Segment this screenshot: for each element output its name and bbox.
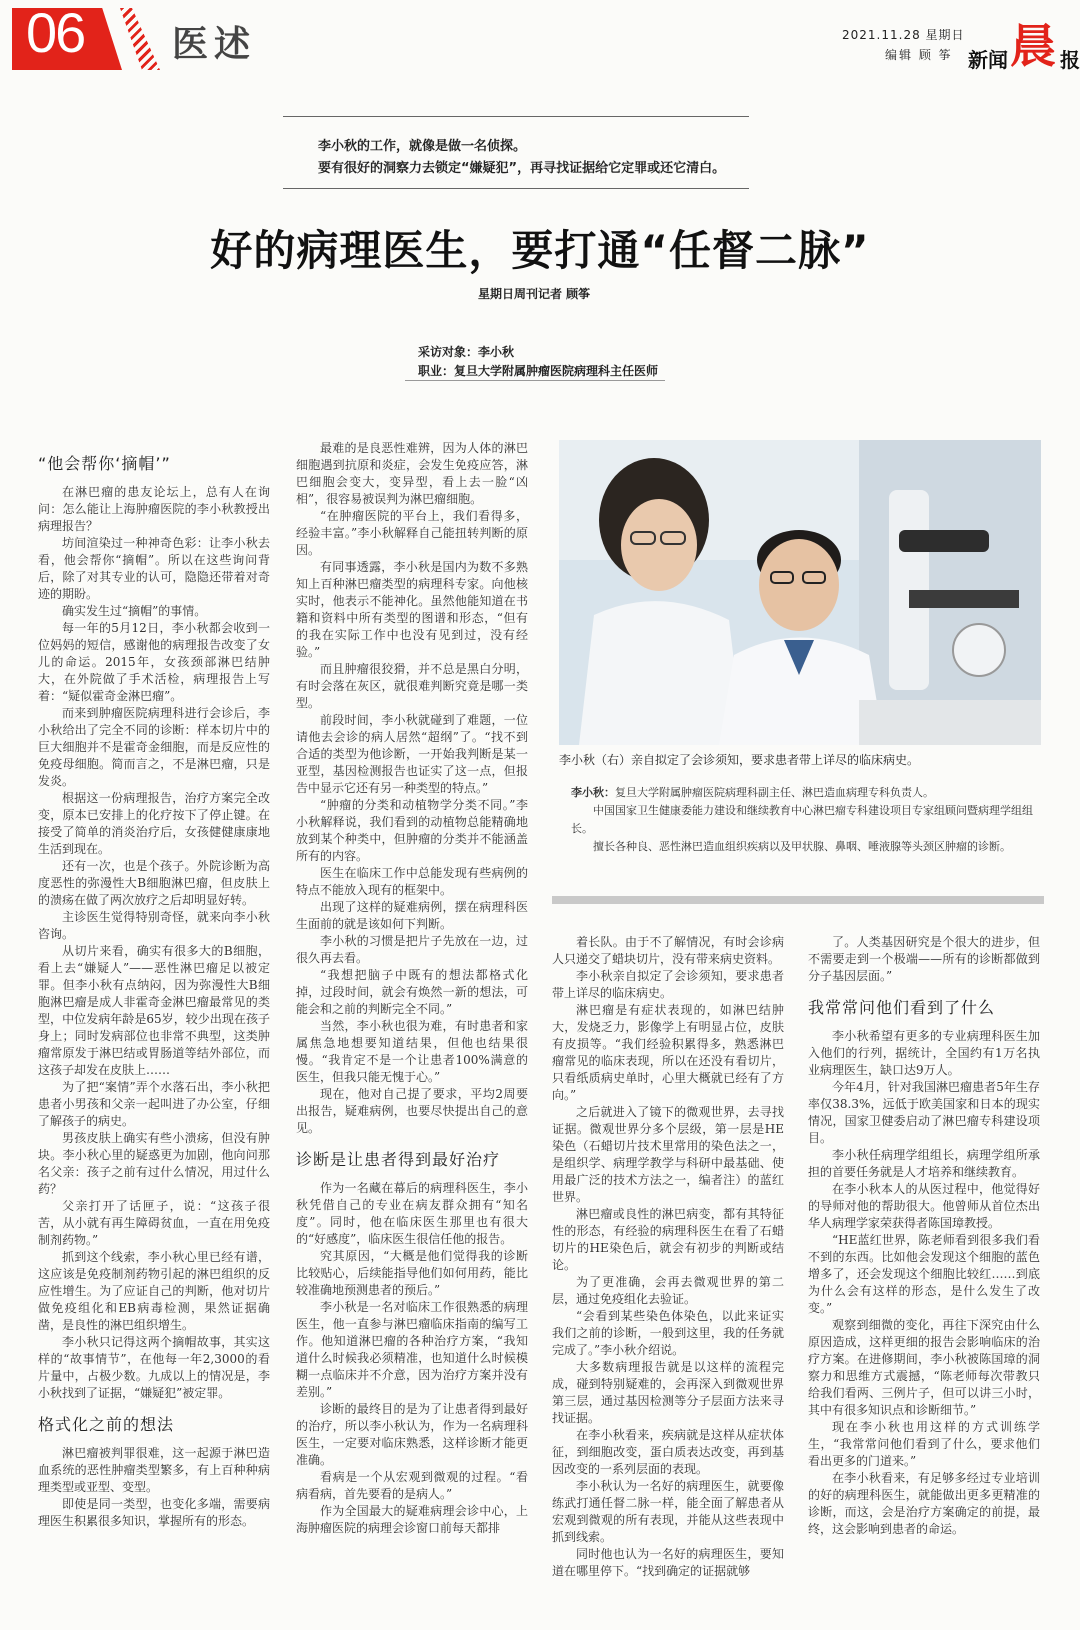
paragraph: 之后就进入了镜下的微观世界，去寻找证据。微观世界分多个层级，第一层是HE染色（石蜡切片技术里常用的染色法之一，是组织学、病理学教学与科研中最基础、使用最广泛的技术方法之一，编者注）的蓝红世界。 <box>552 1105 784 1204</box>
section-heading: 我常常问他们看到了什么 <box>808 998 996 1017</box>
paragraph: 有同事透露，李小秋是国内为数不多熟知上百种淋巴瘤类型的病理科专家。向他核实时，他表示不能神化。虽然他能知道在书籍和资料中所有类型的图谱和形态，“但有的我在实际工作中也没有见到过，没有经验。” <box>296 560 528 659</box>
paragraph: 在淋巴瘤的患友论坛上，总有人在询问：怎么能让上海肿瘤医院的李小秋教授出病理报告？ <box>38 485 270 533</box>
paragraph: 根据这一份病理报告，治疗方案完全改变，原本已安排上的化疗按下了停止键。在接受了简单的消炎治疗后，女孩健健康康地生活到现在。 <box>38 791 270 856</box>
paragraph: 现在李小秋也用这样的方式训练学生，“我常常问他们看到了什么，要求他们看出更多的门道来。” <box>808 1420 1040 1468</box>
bio-line: 中国国家卫生健康委能力建设和继续教育中心淋巴瘤专科建设项目专家组顾问暨病理学组组长。 <box>571 804 1033 835</box>
paragraph: 即使是同一类型，也变化多端，需要病理医生积累很多知识，掌握所有的形态。 <box>38 1497 270 1528</box>
headline: 好的病理医生，要打通“任督二脉” <box>210 226 870 275</box>
page-number: 06 <box>26 1 85 64</box>
paragraph: 看病是一个从宏观到微观的过程。“看病看病，首先要看的是病人。” <box>296 1470 528 1501</box>
interviewee-title: 职业：复旦大学附属肿瘤医院病理科主任医师 <box>418 364 659 378</box>
lab-photo-illustration <box>559 440 1041 745</box>
article-column-3 <box>552 934 784 1580</box>
article-column-4 <box>808 934 1040 1538</box>
article-column-1 <box>38 455 270 1530</box>
paragraph: 在李小秋看来，有足够多经过专业培训的好的病理科医生，就能做出更多更精准的诊断，而这，会是治疗方案确定的前提，最终，这会影响到患者的命运。 <box>808 1471 1040 1536</box>
pull-quote-line: 要有很好的洞察力去锁定“嫌疑犯”，再寻找证据给它定罪或还它清白。 <box>318 161 726 176</box>
paragraph: 前段时间，李小秋就碰到了难题，一位请他去会诊的病人居然“超纲”了。“找不到合适的类型为他诊断，一开始我判断是某一亚型，基因检测报告也证实了这一点，但报告中显示它还有另一种类型的特点。” <box>296 713 528 795</box>
issue-date: 2021.11.28 星期日 <box>842 28 965 42</box>
paragraph: 而且肿瘤很狡猾，并不总是黑白分明，有时会落在灰区，就很难判断究竟是哪一类型。 <box>296 662 528 710</box>
photo-caption: 李小秋（右）亲自拟定了会诊须知，要求患者带上详尽的临床病史。 <box>559 753 920 767</box>
logo-part-3: 报 <box>1060 48 1080 72</box>
paragraph: 观察到细微的变化，再往下深究由什么原因造成，这样更细的报告会影响临床的治疗方案。在进修期间，李小秋被陈国璋的洞察力和思维方式震撼，“陈老师每次带教只给我们看两、三例片子，但可以讲三小时，其中有很多知识点和诊断细节。” <box>808 1318 1040 1417</box>
paragraph: 在李小秋看来，疾病就是这样从症状体征，到细胞改变，蛋白质表达改变，再到基因改变的一系列层面的表现。 <box>552 1428 784 1476</box>
paragraph: 从切片来看，确实有很多大的B细胞，看上去“嫌疑人”——恶性淋巴瘤足以被定罪。但李小秋有点纳闷，因为弥漫性大B细胞淋巴瘤是成人非霍奇金淋巴瘤最常见的类型，中位发病年龄是65岁，较少出现在孩子身上；同时发病部位也非常不典型，这类肿瘤常原发于淋巴结或胃肠道等结外部位，而这孩子却发在皮肤上…… <box>38 944 270 1077</box>
paragraph: 最难的是良恶性难辨，因为人体的淋巴细胞遇到抗原和炎症，会发生免疫应答，淋巴细胞会变大，变异型，看上去一脸“凶相”，很容易被误判为淋巴瘤细胞。 <box>296 441 528 506</box>
bio-label: 李小秋： <box>571 786 615 799</box>
paragraph: 坊间渲染过一种神奇色彩：让李小秋去看，他会帮你“摘帽”。所以在这些询问背后，除了对其专业的认可，隐隐还带着对奇迹的期盼。 <box>38 536 270 601</box>
section-heading: 诊断是让患者得到最好治疗 <box>296 1150 501 1169</box>
bio-box <box>571 784 1041 856</box>
byline: 星期日周刊记者 顾筝 <box>478 287 591 301</box>
bio-line: 复旦大学附属肿瘤医院病理科副主任、淋巴造血病理专科负责人。 <box>615 786 934 799</box>
paragraph: 淋巴瘤是有症状表现的，如淋巴结肿大，发烧乏力，影像学上有明显占位，皮肤有皮损等。“我们经验积累得多，熟悉淋巴瘤常见的临床表现，所以在还没有看切片，只看纸质病史单时，心里大概就已经有了方向。” <box>552 1003 784 1102</box>
paragraph: “肿瘤的分类和动植物学分类不同。”李小秋解释说，我们看到的动植物总能精确地放到某个种类中，但肿瘤的分类并不能涵盖所有的内容。 <box>296 798 528 863</box>
paragraph: 作为全国最大的疑难病理会诊中心，上海肿瘤医院的病理会诊窗口前每天都排 <box>296 1504 528 1535</box>
interviewee-info <box>418 343 658 381</box>
paragraph: 李小秋的习惯是把片子先放在一边，过很久再去看。 <box>296 934 528 965</box>
paragraph: 为了把“案情”弄个水落石出，李小秋把患者小男孩和父亲一起叫进了办公室，仔细了解孩子的病史。 <box>38 1080 270 1128</box>
paragraph: 李小秋认为一名好的病理医生，就要像练武打通任督二脉一样，能全面了解患者从宏观到微观的所有表现，并能从这些表现中抓到线索。 <box>552 1479 784 1544</box>
article-column-2 <box>296 440 528 1537</box>
bio-shade-bar <box>552 896 1044 904</box>
paragraph: 李小秋只记得这两个摘帽故事，其实这样的“故事情节”，在他每一年2,3000的看片量中，占极少数。九成以上的情况是，李小秋找到了证据，“嫌疑犯”被定罪。 <box>38 1335 270 1400</box>
paragraph: 确实发生过“摘帽”的事情。 <box>62 604 207 618</box>
logo-part-1: 新闻 <box>968 48 1008 72</box>
section-title: 医述 <box>172 23 257 65</box>
paragraph: “会看到某些染色体染色，以此来证实我们之前的诊断，一般到这里，我的任务就完成了。”李小秋介绍说。 <box>552 1309 784 1357</box>
quote-rule-bottom <box>283 188 749 189</box>
logo-part-2: 晨 <box>1010 19 1056 73</box>
paragraph: 李小秋是一名对临床工作很熟悉的病理医生，他一直参与淋巴瘤临床指南的编写工作。他知道淋巴瘤的各种治疗方案，“我知道什么时候我必须精准，也知道什么时候模糊一点临床并不介意，因为治疗方案并没有差别。” <box>296 1300 528 1399</box>
paragraph: 同时他也认为一名好的病理医生，要知道在哪里停下。“找到确定的证据就够 <box>552 1547 784 1578</box>
paragraph: 当然，李小秋也很为难，有时患者和家属焦急地想要知道结果，但他也结果很慢。“我肯定不是一个让患者100%满意的医生，但我只能无愧于心。” <box>296 1019 528 1084</box>
section-heading: 格式化之前的想法 <box>38 1415 175 1434</box>
paragraph: 每一年的5月12日，李小秋都会收到一位妈妈的短信，感谢他的病理报告改变了女儿的命运。2015年，女孩颈部淋巴结肿大，在外院做了手术活检，病理报告上写着：“疑似霍奇金淋巴瘤”。 <box>38 621 270 703</box>
paragraph: 淋巴瘤或良性的淋巴病变，都有其特征性的形态，有经验的病理科医生在看了石蜡切片的HE染色后，就会有初步的判断或结论。 <box>552 1207 784 1272</box>
masthead <box>0 0 1080 80</box>
paragraph: 抓到这个线索，李小秋心里已经有谱，这应该是免疫制剂药物引起的淋巴组织的反应性增生。为了应证自己的判断，他对切片做免疫组化和EB病毒检测，果然证据确凿，是良性的淋巴组织增生。 <box>38 1250 270 1332</box>
editor-credit: 编辑 顾 筝 <box>885 48 953 62</box>
paragraph: 李小秋希望有更多的专业病理科医生加入他们的行列，据统计，全国约有1万名执业病理医生，缺口达9万人。 <box>808 1029 1040 1077</box>
paragraph: 还有一次，也是个孩子。外院诊断为高度恶性的弥漫性大B细胞淋巴瘤，但皮肤上的溃疡在做了两次放疗之后却明显好转。 <box>38 859 270 907</box>
paragraph: 李小秋任病理学组组长，病理学组所承担的首要任务就是人才培养和继续教育。 <box>808 1148 1040 1179</box>
pull-quote <box>318 136 725 180</box>
paragraph: 为了更准确，会再去微观世界的第二层，通过免疫组化去验证。 <box>552 1275 784 1306</box>
paragraph: “在肿瘤医院的平台上，我们看得多，经验丰富。”李小秋解释自己能扭转判断的原因。 <box>296 509 528 557</box>
paragraph: “我想把脑子中既有的想法都格式化掉，过段时间，就会有焕然一新的想法，可能会和之前的判断完全不同。” <box>296 968 528 1016</box>
paragraph: 男孩皮肤上确实有些小溃疡，但没有肿块。李小秋心里的疑惑更为加剧，他向问那名父亲：孩子之前有过什么情况，用过什么药？ <box>38 1131 270 1196</box>
section-heading: “他会帮你‘摘帽’” <box>38 454 171 473</box>
interview-rule <box>405 380 665 381</box>
paragraph: 李小秋亲自拟定了会诊须知，要求患者带上详尽的临床病史。 <box>552 969 784 1000</box>
interviewee-name: 采访对象：李小秋 <box>418 345 515 359</box>
lab-photo <box>559 440 1041 745</box>
paragraph: 作为一名藏在幕后的病理科医生，李小秋凭借自己的专业在病友群众拥有“知名度”。同时，他在临床医生那里也有很大的“好感度”，临床医生很信任他的报告。 <box>296 1181 528 1246</box>
paragraph: 主诊医生觉得特别奇怪，就来向李小秋咨询。 <box>38 910 270 941</box>
paragraph: 出现了这样的疑难病例，摆在病理科医生面前的就是该如何下判断。 <box>296 900 528 931</box>
pull-quote-line: 李小秋的工作，就像是做一名侦探。 <box>318 139 527 154</box>
decorative-stripes <box>120 8 160 70</box>
paragraph: 今年4月，针对我国淋巴瘤患者5年生存率仅38.3%，远低于欧美国家和日本的现实情况，国家卫健委启动了淋巴瘤专科建设项目。 <box>808 1080 1040 1145</box>
bio-line: 擅长各种良、恶性淋巴造血组织疾病以及甲状腺、鼻咽、唾液腺等头颈区肿瘤的诊断。 <box>593 840 1011 853</box>
paragraph: 诊断的最终目的是为了让患者得到最好的治疗，所以李小秋认为，作为一名病理科医生，一定要对临床熟悉，这样诊断才能更准确。 <box>296 1402 528 1467</box>
paragraph: 着长队。由于不了解情况，有时会诊病人只递交了蜡块切片，没有带来病史资料。 <box>552 935 784 966</box>
paragraph: “HE蓝红世界，陈老师看到很多我们看不到的东西。比如他会发现这个细胞的蓝色增多了，还会发现这个细胞比较红……到底为什么会有这样的形态，是什么发生了改变。” <box>808 1233 1040 1315</box>
paragraph: 而来到肿瘤医院病理科进行会诊后，李小秋给出了完全不同的诊断：样本切片中的巨大细胞并不是霍奇金细胞，而是反应性的免疫母细胞。简而言之，不是淋巴瘤，只是发炎。 <box>38 706 270 788</box>
paragraph: 医生在临床工作中总能发现有些病例的特点不能放入现有的框架中。 <box>296 866 528 897</box>
paragraph: 淋巴瘤被判罪很难，这一起源于淋巴造血系统的恶性肿瘤类型繁多，有上百种种病理类型或亚型、变型。 <box>38 1446 270 1494</box>
quote-rule-top <box>283 116 749 117</box>
paragraph: 父亲打开了话匣子，说：“这孩子很苦，从小就有再生障碍贫血，一直在用免疫制剂药物。” <box>38 1199 270 1247</box>
paragraph: 现在，他对自己提了要求，平均2周要出报告，疑难病例，也要尽快提出自己的意见。 <box>296 1087 528 1135</box>
paragraph: 在李小秋本人的从医过程中，他觉得好的导师对他的帮助很大。他曾师从首位杰出华人病理学家荣获得者陈国璋教授。 <box>808 1182 1040 1230</box>
paragraph: 大多数病理报告就是以这样的流程完成，碰到特别疑难的，会再深入到微观世界第三层，通过基因检测等分子层面方法来寻找证据。 <box>552 1360 784 1425</box>
paragraph: 究其原因，“大概是他们觉得我的诊断比较贴心，后续能指导他们如何用药，能比较准确地预测患者的预后。” <box>296 1249 528 1297</box>
paragraph: 了。人类基因研究是个很大的进步，但不需要走到一个极端——所有的诊断都做到分子基因层面。” <box>808 935 1040 983</box>
